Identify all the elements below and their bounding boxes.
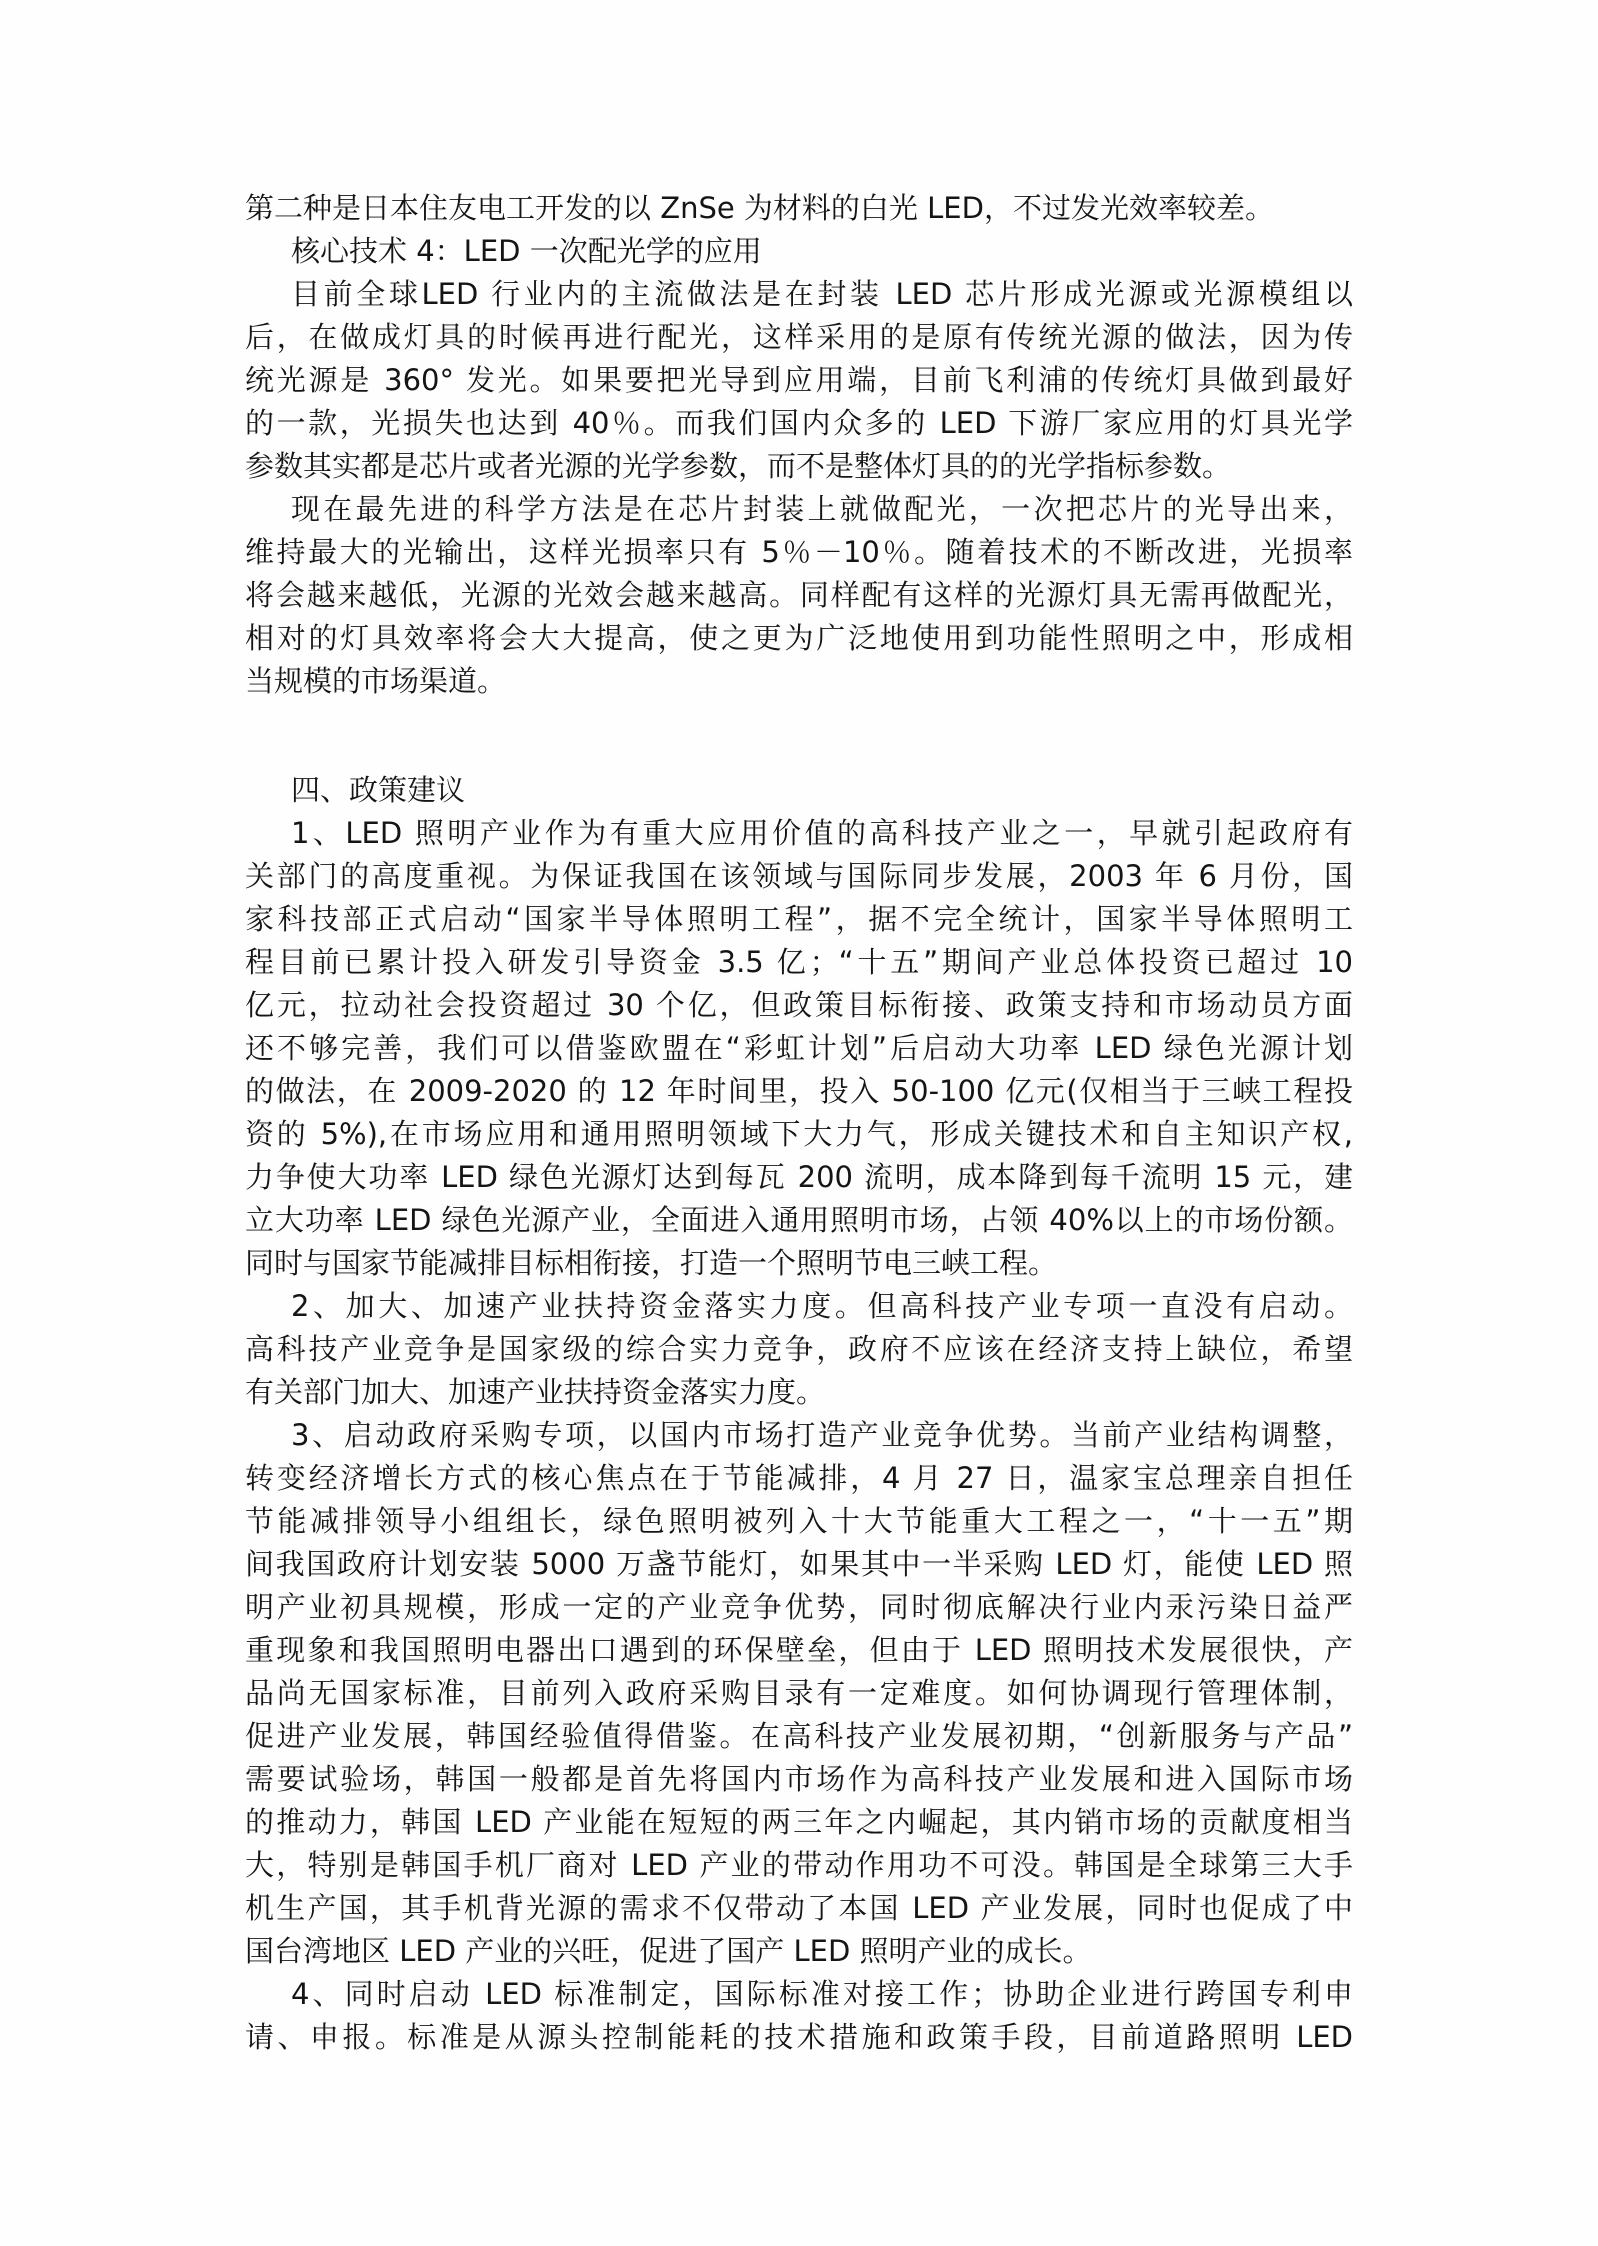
text-line: 的一款，光损失也达到 40％。而我们国内众多的 LED 下游厂家应用的灯具光学: [245, 406, 1353, 440]
core-tech-section: [245, 273, 1353, 703]
text-line: 节能减排领导小组组长，绿色照明被列入十大节能重大工程之一，“十一五”期: [245, 1504, 1353, 1538]
text-line: 转变经济增长方式的核心焦点在于节能减排，4 月 27 日，温家宝总理亲自担任: [245, 1461, 1353, 1495]
text-line: 重现象和我国照明电器出口遇到的环保壁垒，但由于 LED 照明技术发展很快，产: [245, 1633, 1353, 1667]
text-line: 需要试验场，韩国一般都是首先将国内市场作为高科技产业发展和进入国际市场: [245, 1762, 1353, 1796]
text-line: 的做法，在 2009-2020 的 12 年时间里，投入 50-100 亿元(仅相当于三峡工程投: [245, 1074, 1353, 1108]
paragraph: [245, 1285, 1353, 1414]
intro-paragraph: [245, 187, 1353, 230]
text-line: 有关部门加大、加速产业扶持资金落实力度。: [245, 1375, 826, 1409]
text-line: 2、加大、加速产业扶持资金落实力度。但高科技产业专项一直没有启动。: [291, 1289, 1353, 1323]
text-line: 第二种是日本住友电工开发的以 ZnSe 为材料的白光 LED，不过发光效率较差。: [245, 191, 1274, 225]
text-line: 明产业初具规模，形成一定的产业竞争优势，同时彻底解决行业内汞污染日益严: [245, 1590, 1353, 1624]
paragraph: [245, 187, 1353, 230]
paragraph: [245, 1973, 1353, 2059]
text-line: 现在最先进的科学方法是在芯片封装上就做配光，一次把芯片的光导出来，: [291, 492, 1353, 526]
text-line: 力争使大功率 LED 绿色光源灯达到每瓦 200 流明，成本降到每千流明 15 元，建: [245, 1160, 1353, 1194]
text-line: 亿元，拉动社会投资超过 30 个亿，但政策目标衔接、政策支持和市场动员方面: [245, 988, 1353, 1022]
text-line: 品尚无国家标准，目前列入政府采购目录有一定难度。如何协调现行管理体制，: [245, 1676, 1353, 1710]
text-line: 程目前已累计投入研发引导资金 3.5 亿；“十五”期间产业总体投资已超过 10: [245, 945, 1353, 979]
text-line: 同时与国家节能减排目标相衔接，打造一个照明节电三峡工程。: [245, 1246, 1058, 1280]
text-line: 维持最大的光输出，这样光损率只有 5％－10％。随着技术的不断改进，光损率: [245, 535, 1353, 569]
text-line: 资的 5%),在市场应用和通用照明领域下大力气，形成关键技术和自主知识产权,: [245, 1117, 1353, 1151]
text-line: 3、启动政府采购专项，以国内市场打造产业竞争优势。当前产业结构调整，: [291, 1418, 1353, 1452]
text-line: 1、LED 照明产业作为有重大应用价值的高科技产业之一，早就引起政府有: [291, 816, 1353, 850]
text-line: 家科技部正式启动“国家半导体照明工程”，据不完全统计，国家半导体照明工: [245, 902, 1353, 936]
text-line: 还不够完善，我们可以借鉴欧盟在“彩虹计划”后启动大功率 LED 绿色光源计划: [245, 1031, 1353, 1065]
text-line: 目前全球LED 行业内的主流做法是在封装 LED 芯片形成光源或光源模组以: [291, 277, 1353, 311]
paragraph: [245, 1414, 1353, 1973]
subheading-core-tech: 核心技术 4：LED 一次配光学的应用: [291, 234, 762, 268]
paragraph: [245, 488, 1353, 703]
text-line: 关部门的高度重视。为保证我国在该领域与国际同步发展，2003 年 6 月份，国: [245, 859, 1353, 893]
paragraph: [245, 812, 1353, 1285]
text-line: 间我国政府计划安装 5000 万盏节能灯，如果其中一半采购 LED 灯，能使 LED 照: [245, 1547, 1353, 1581]
text-line: 相对的灯具效率将会大大提高，使之更为广泛地使用到功能性照明之中，形成相: [245, 621, 1353, 655]
text-line: 高科技产业竞争是国家级的综合实力竞争，政府不应该在经济支持上缺位，希望: [245, 1332, 1353, 1366]
text-line: 后，在做成灯具的时候再进行配光，这样采用的是原有传统光源的做法，因为传: [245, 320, 1353, 354]
policy-section: [245, 812, 1353, 2059]
text-line: 的推动力，韩国 LED 产业能在短短的两三年之内崛起，其内销市场的贡献度相当: [245, 1805, 1353, 1839]
page-body: [245, 187, 1353, 2059]
text-line: 大，特别是韩国手机厂商对 LED 产业的带动作用功不可没。韩国是全球第三大手: [245, 1848, 1353, 1882]
text-line: 统光源是 360° 发光。如果要把光导到应用端，目前飞利浦的传统灯具做到最好: [245, 363, 1353, 397]
text-line: 促进产业发展，韩国经验值得借鉴。在高科技产业发展初期，“创新服务与产品”: [245, 1719, 1353, 1753]
text-line: 参数其实都是芯片或者光源的光学参数，而不是整体灯具的的光学指标参数。: [245, 449, 1232, 483]
text-line: 机生产国，其手机背光源的需求不仅带动了本国 LED 产业发展，同时也促成了中: [245, 1891, 1353, 1925]
paragraph: [245, 273, 1353, 488]
text-line: 立大功率 LED 绿色光源产业，全面进入通用照明市场，占领 40%以上的市场份额。: [245, 1203, 1353, 1237]
text-line: 请、申报。标准是从源头控制能耗的技术措施和政策手段，目前道路照明 LED: [245, 2020, 1353, 2054]
text-line: 将会越来越低，光源的光效会越来越高。同样配有这样的光源灯具无需再做配光，: [245, 578, 1353, 612]
text-line: 4、同时启动 LED 标准制定，国际标准对接工作；协助企业进行跨国专利申: [291, 1977, 1353, 2011]
section-heading-policy: 四、政策建议: [291, 773, 466, 807]
text-line: 国台湾地区 LED 产业的兴旺，促进了国产 LED 照明产业的成长。: [245, 1934, 1092, 1968]
section-gap: [245, 703, 1353, 769]
text-line: 当规模的市场渠道。: [245, 664, 507, 698]
